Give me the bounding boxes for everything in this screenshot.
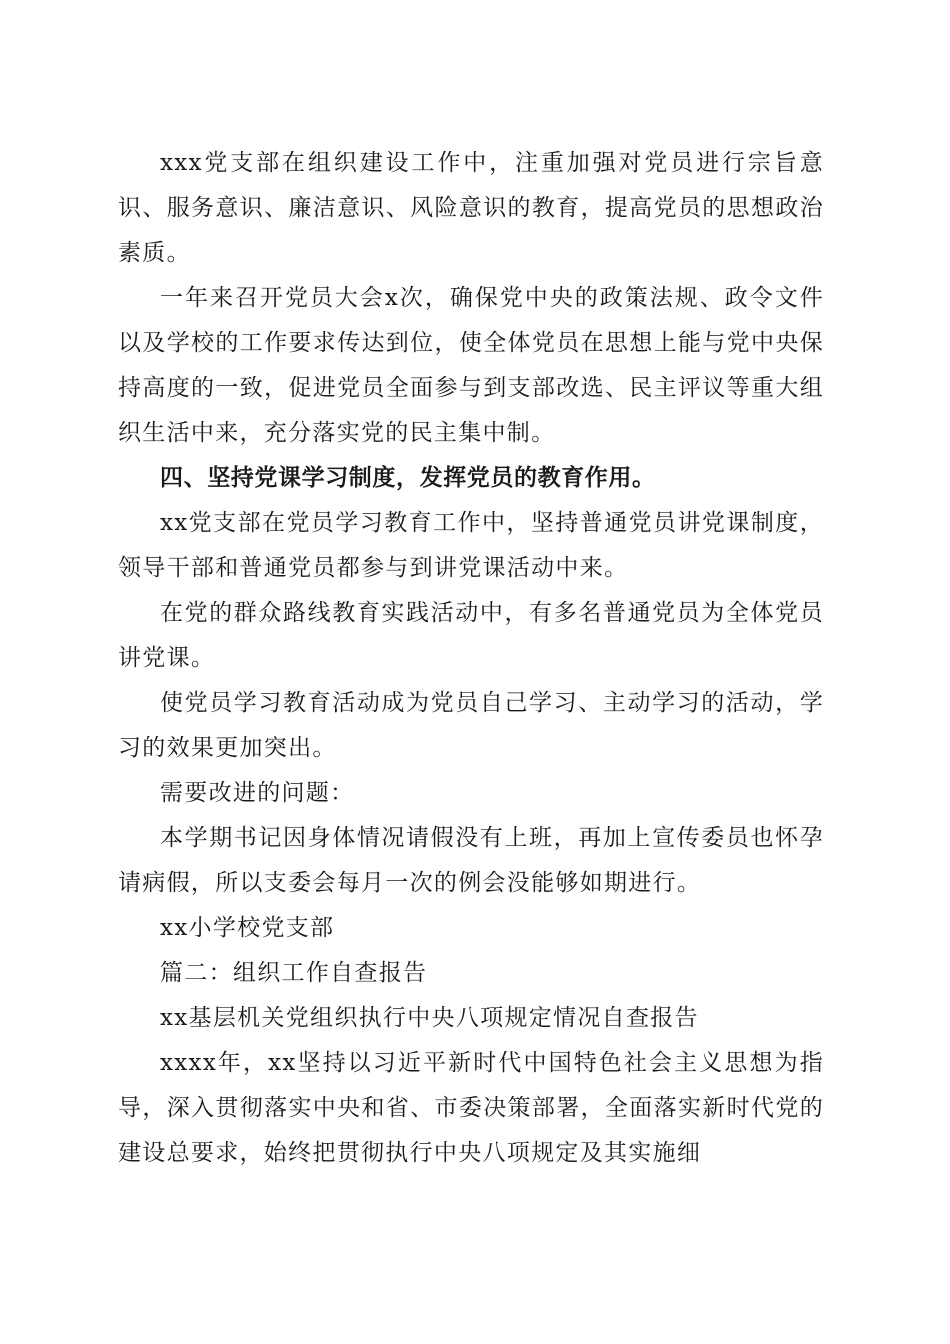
paragraph-party-class-system: xx党支部在党员学习教育工作中，坚持普通党员讲党课制度，领导干部和普通党员都参与到讲党课活动中来。 [118,510,824,581]
paragraph-party-meetings: 一年来召开党员大会x次，确保党中央的政策法规、政令文件以及学校的工作要求传达到位，使全体党员在思想上能与党中央保持高度的一致，促进党员全面参与到支部改选、民主评议等重大组织生活中来，充分落实党的民主集中制。 [118,285,824,446]
paragraph-report-intro: xxxx年，xx坚持以习近平新时代中国特色社会主义思想为指导，深入贯彻落实中央和省、市委决策部署，全面落实新时代党的建设总要求，始终把贯彻执行中央八项规定及其实施细 [118,1050,824,1166]
paragraph-issues-heading: 需要改进的问题： [160,780,355,806]
paragraph-organization-building: xxx党支部在组织建设工作中，注重加强对党员进行宗旨意识、服务意识、廉洁意识、风险意识的教育，提高党员的思想政治素质。 [118,150,824,266]
paragraph-report-title: xx基层机关党组织执行中央八项规定情况自查报告 [160,1005,699,1031]
section-heading-party-class: 四、坚持党课学习制度，发挥党员的教育作用。 [160,465,656,491]
paragraph-mass-line-education: 在党的群众路线教育实践活动中，有多名普通党员为全体党员讲党课。 [118,600,824,671]
document-body [118,141,824,1176]
paragraph-learning-effect: 使党员学习教育活动成为党员自己学习、主动学习的活动，学习的效果更加突出。 [118,690,824,761]
paragraph-signature: xx小学校党支部 [160,915,335,941]
paragraph-issues-detail: 本学期书记因身体情况请假没有上班，再加上宣传委员也怀孕请病假，所以支委会每月一次的例会没能够如期进行。 [118,825,824,896]
paragraph-part-two-title: 篇二：组织工作自查报告 [160,960,428,986]
